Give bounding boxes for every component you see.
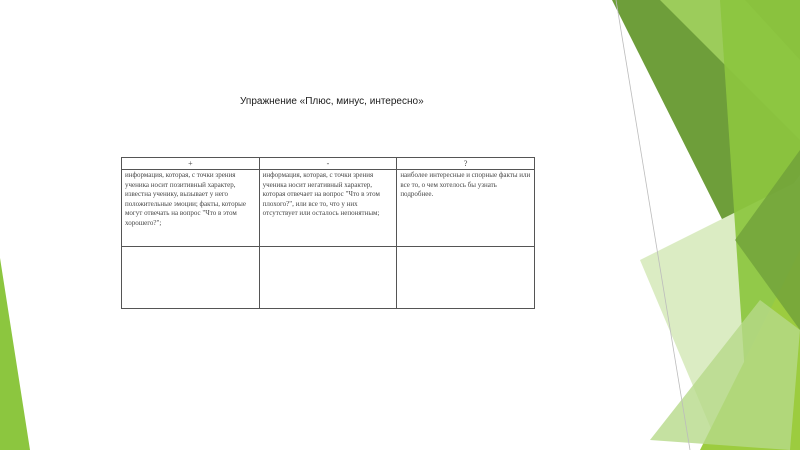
header-question: ? — [397, 158, 535, 170]
slide-title: Упражнение «Плюс, минус, интересно» — [240, 96, 424, 107]
cell-question-empty[interactable] — [397, 247, 535, 309]
cell-question-description: наиболее интересные и спорные факты или все то, о чем хотелось бы узнать подробнее. — [397, 170, 535, 247]
cell-plus-description: информация, которая, с точки зрения ученика носит позитивный характер, известна ученику, вызывает у него положительные эмоции; факты, которые могут отвечать на вопрос "Что в этом хорошего?"; — [122, 170, 260, 247]
table-row — [122, 170, 535, 247]
table-header-row — [122, 158, 535, 170]
cell-minus-empty[interactable] — [259, 247, 397, 309]
left-green-strip — [0, 258, 30, 450]
table-row — [122, 247, 535, 309]
header-plus: + — [122, 158, 260, 170]
cell-plus-empty[interactable] — [122, 247, 260, 309]
pmi-table — [121, 157, 535, 309]
header-minus: - — [259, 158, 397, 170]
cell-minus-description: информация, которая, с точки зрения ученика носит негативный характер, которая отвечает на вопрос "Что в этом плохого?", или все то, что у них отсутствует или осталось непонятным; — [259, 170, 397, 247]
